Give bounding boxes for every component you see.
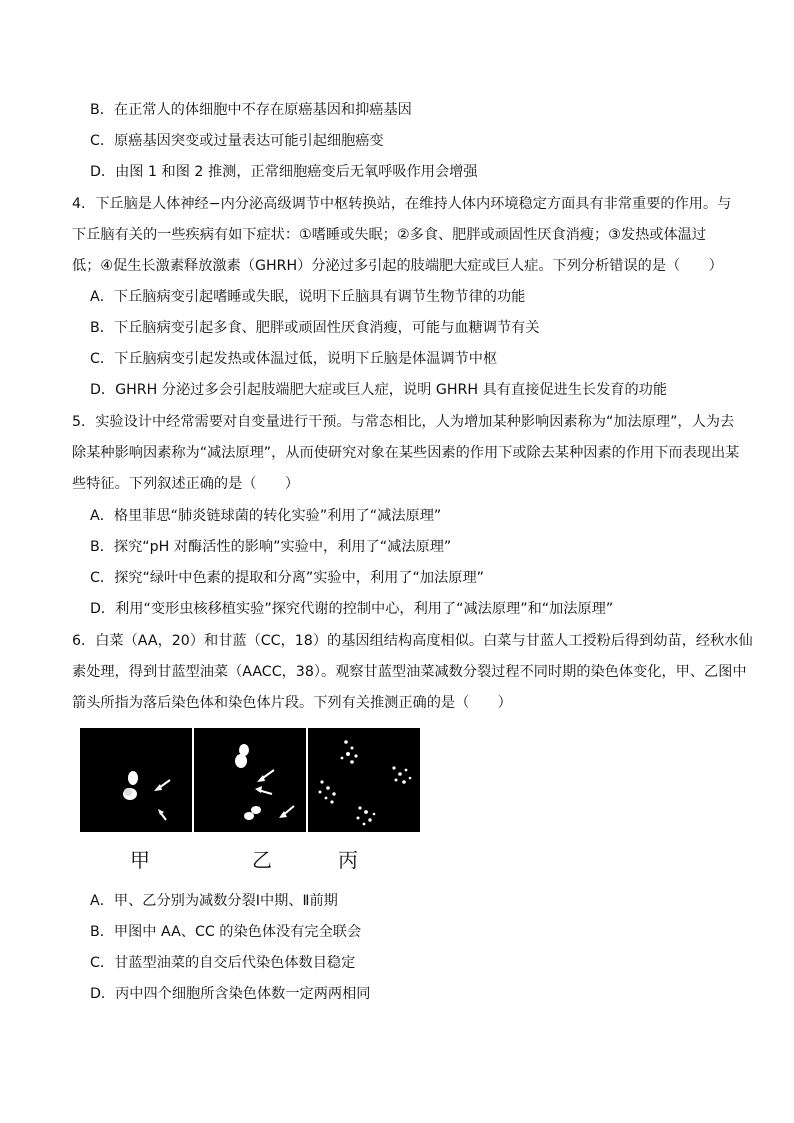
micrograph-bing-image [308,728,420,832]
q6-stem-line-3: 箭头所指为落后染色体和染色体片段。下列有关推测正确的是（ ） [72,695,512,711]
q6-stem-line-2: 素处理，得到甘蓝型油菜（AACC，38）。观察甘蓝型油菜减数分裂过程不同时期的染色体变化，甲、乙图中 [72,664,747,680]
q5-stem-line-3: 些特征。下列叙述正确的是（ ） [72,476,300,492]
q3-option-b: B．在正常人的体细胞中不存在原癌基因和抑癌基因 [90,102,412,118]
q3-option-d: D．由图 1 和图 2 推测，正常细胞癌变后无氧呼吸作用会增强 [90,164,478,180]
micrograph-bing [308,728,420,832]
q4-option-c: C．下丘脑病变引起发热或体温过低，说明下丘脑是体温调节中枢 [90,351,498,367]
q5-option-c: C．探究“绿叶中色素的提取和分离”实验中，利用了“加法原理” [90,570,484,586]
q4-option-d: D．GHRH 分泌过多会引起肢端肥大症或巨人症，说明 GHRH 具有直接促进生长发育的功能 [90,382,668,398]
q6-option-d: D．丙中四个细胞所含染色体数一定两两相同 [90,986,371,1002]
micrograph-jia [80,728,192,832]
micrograph-yi [194,728,306,832]
caption-bing: 丙 [338,848,358,872]
q6-option-b: B．甲图中 AA、CC 的染色体没有完全联会 [90,924,362,940]
micrograph-yi-image [194,728,306,832]
q5-stem-line-2: 除某种影响因素称为“减法原理”，从而使研究对象在某些因素的作用下或除去某种因素的作用下而表现出某 [72,445,740,461]
q5-option-b: B．探究“pH 对酶活性的影响”实验中，利用了“减法原理” [90,539,452,555]
q4-stem-line-1: 4．下丘脑是人体神经−内分泌高级调节中枢转换站，在维持人体内环境稳定方面具有非常重要的作用。与 [72,196,732,212]
q5-option-d: D．利用“变形虫核移植实验”探究代谢的控制中心，利用了“减法原理”和“加法原理” [90,601,614,617]
q4-option-b: B．下丘脑病变引起多食、肥胖或顽固性厌食消瘦，可能与血糖调节有关 [90,320,540,336]
q4-option-a: A．下丘脑病变引起嗜睡或失眠，说明下丘脑具有调节生物节律的功能 [90,289,526,305]
caption-jia: 甲 [130,848,150,872]
micrograph-jia-image [80,728,192,832]
q4-stem-line-3: 低；④促生长激素释放激素（GHRH）分泌过多引起的肢端肥大症或巨人症。下列分析错误的是（ ） [72,258,723,274]
caption-yi: 乙 [252,848,272,872]
q6-option-c: C．甘蓝型油菜的自交后代染色体数目稳定 [90,955,356,971]
q6-option-a: A．甲、乙分别为减数分裂Ⅰ中期、Ⅱ前期 [90,893,338,909]
q5-stem-line-1: 5．实验设计中经常需要对自变量进行干预。与常态相比，人为增加某种影响因素称为“加法原理”，人为去 [72,414,735,430]
q6-stem-line-1: 6．白菜（AA，20）和甘蓝（CC，18）的基因组结构高度相似。白菜与甘蓝人工授粉后得到幼苗，经秋水仙 [72,633,753,649]
q5-option-a: A．格里菲思“肺炎链球菌的转化实验”利用了“减法原理” [90,508,442,524]
q3-option-c: C．原癌基因突变或过量表达可能引起细胞癌变 [90,133,384,149]
q4-stem-line-2: 下丘脑有关的一些疾病有如下症状：①嗜睡或失眠；②多食、肥胖或顽固性厌食消瘦；③发热或体温过 [72,227,707,243]
